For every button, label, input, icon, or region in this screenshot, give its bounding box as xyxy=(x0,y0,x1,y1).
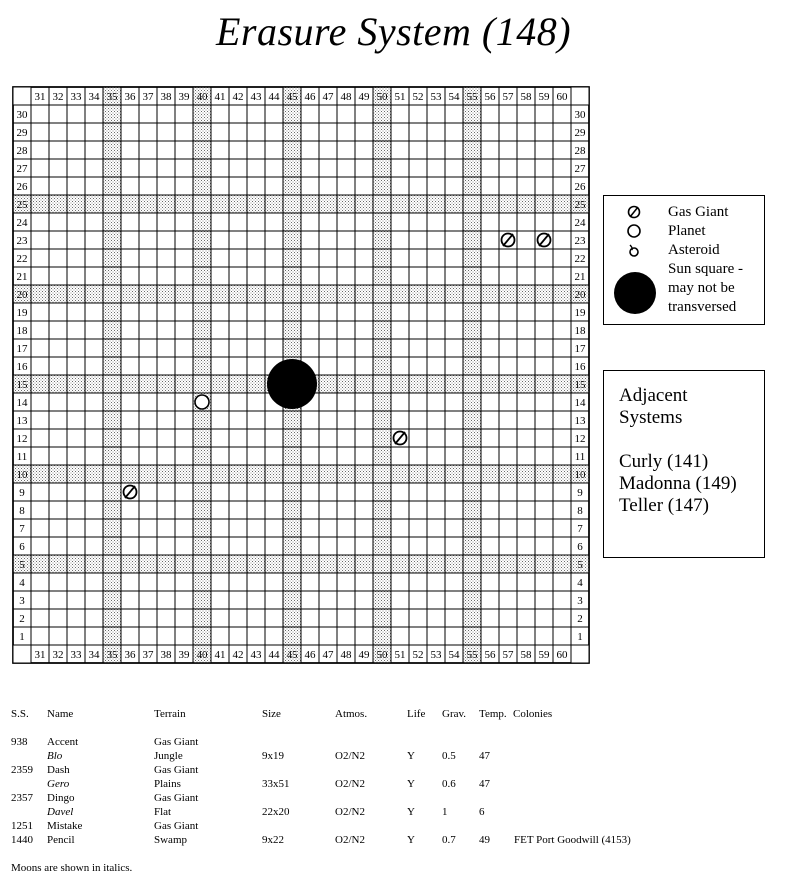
table-header-life: Life xyxy=(407,708,426,720)
adjacent-system[interactable]: Madonna (149) xyxy=(619,473,737,494)
adjacent-heading-line-2: Systems xyxy=(619,407,683,428)
column-label-top: 58 xyxy=(520,91,532,103)
column-label-bottom: 49 xyxy=(358,649,370,661)
row-label-left: 19 xyxy=(16,307,28,319)
column-label-bottom: 58 xyxy=(520,649,532,661)
row-label-right: 25 xyxy=(574,199,586,211)
row-label-right: 21 xyxy=(574,271,586,283)
column-label-bottom: 35 xyxy=(106,649,118,661)
row-label-right: 11 xyxy=(574,451,586,463)
column-label-top: 31 xyxy=(34,91,46,103)
table-cell-grav: 0.5 xyxy=(442,750,456,762)
column-label-top: 56 xyxy=(484,91,496,103)
gas-giant-marker xyxy=(394,432,407,445)
asteroid-icon xyxy=(626,242,642,258)
table-cell-atmos: O2/N2 xyxy=(335,834,365,846)
column-label-top: 38 xyxy=(160,91,172,103)
table-cell-life: Y xyxy=(407,750,415,762)
column-label-top: 37 xyxy=(142,91,154,103)
column-label-bottom: 54 xyxy=(448,649,460,661)
column-label-top: 55 xyxy=(466,91,478,103)
table-cell-colonies: FET Port Goodwill (4153) xyxy=(514,834,631,846)
column-label-top: 39 xyxy=(178,91,190,103)
row-label-right: 4 xyxy=(577,577,583,589)
legend-asteroid-label: Asteroid xyxy=(668,242,720,258)
column-label-bottom: 33 xyxy=(70,649,82,661)
row-label-left: 28 xyxy=(16,145,28,157)
column-label-top: 35 xyxy=(106,91,118,103)
table-cell-life: Y xyxy=(407,806,415,818)
table-cell-size: 33x51 xyxy=(262,778,290,790)
table-cell-temp: 6 xyxy=(479,806,485,818)
table-cell-terrain: Swamp xyxy=(154,834,187,846)
row-label-left: 4 xyxy=(19,577,25,589)
table-cell-name: Dingo xyxy=(47,792,75,804)
column-label-top: 41 xyxy=(214,91,226,103)
row-label-left: 9 xyxy=(19,487,25,499)
table-header-grav: Grav. xyxy=(442,708,467,720)
table-header-terrain: Terrain xyxy=(154,708,186,720)
table-cell-size: 9x22 xyxy=(262,834,284,846)
row-label-right: 24 xyxy=(574,217,586,229)
column-label-top: 60 xyxy=(556,91,568,103)
row-label-left: 11 xyxy=(16,451,28,463)
legend-gas-giant-label: Gas Giant xyxy=(668,204,729,220)
row-label-left: 10 xyxy=(16,469,28,481)
table-cell-ss: 2359 xyxy=(11,764,33,776)
column-label-top: 47 xyxy=(322,91,334,103)
table-cell-size: 9x19 xyxy=(262,750,284,762)
table-cell-ss: 1440 xyxy=(11,834,33,846)
column-label-top: 52 xyxy=(412,91,424,103)
column-label-bottom: 38 xyxy=(160,649,172,661)
gas-giant-marker xyxy=(124,486,137,499)
table-cell-temp: 47 xyxy=(479,778,490,790)
adjacent-systems-list xyxy=(619,451,737,517)
row-label-right: 30 xyxy=(574,109,586,121)
table-cell-ss: 2357 xyxy=(11,792,33,804)
table-cell-name: Dash xyxy=(47,764,70,776)
row-label-right: 18 xyxy=(574,325,586,337)
row-label-right: 20 xyxy=(574,289,586,301)
column-label-top: 59 xyxy=(538,91,550,103)
row-label-left: 1 xyxy=(19,631,25,643)
column-label-top: 40 xyxy=(196,91,208,103)
table-cell-name: Gero xyxy=(47,778,70,790)
table-cell-size: 22x20 xyxy=(262,806,290,818)
row-label-right: 6 xyxy=(577,541,583,553)
column-label-bottom: 37 xyxy=(142,649,154,661)
adjacent-systems-heading xyxy=(619,385,759,429)
column-label-top: 50 xyxy=(376,91,388,103)
row-label-right: 26 xyxy=(574,181,586,193)
row-label-left: 5 xyxy=(19,559,25,571)
column-label-bottom: 50 xyxy=(376,649,388,661)
table-cell-ss: 938 xyxy=(11,736,28,748)
column-label-bottom: 36 xyxy=(124,649,136,661)
column-label-top: 49 xyxy=(358,91,370,103)
table-cell-terrain: Plains xyxy=(154,778,181,790)
table-cell-grav: 0.6 xyxy=(442,778,456,790)
legend-planet-label: Planet xyxy=(668,223,706,239)
row-label-right: 16 xyxy=(574,361,586,373)
row-label-left: 26 xyxy=(16,181,28,193)
table-cell-life: Y xyxy=(407,778,415,790)
row-label-left: 7 xyxy=(19,523,25,535)
column-label-bottom: 31 xyxy=(34,649,46,661)
column-label-bottom: 34 xyxy=(88,649,100,661)
legend-sun-label-3: transversed xyxy=(668,299,737,315)
column-label-bottom: 46 xyxy=(304,649,316,661)
column-label-bottom: 57 xyxy=(502,649,514,661)
row-label-right: 23 xyxy=(574,235,586,247)
legend-sun-label-1: Sun square - xyxy=(668,261,743,277)
table-header-ss: S.S. xyxy=(11,708,29,720)
column-label-bottom: 42 xyxy=(232,649,244,661)
row-label-left: 27 xyxy=(16,163,28,175)
column-label-top: 57 xyxy=(502,91,514,103)
row-label-right: 17 xyxy=(574,343,586,355)
adjacent-heading-line-1: Adjacent xyxy=(619,385,688,406)
column-label-bottom: 44 xyxy=(268,649,280,661)
legend-sun-label-2: may not be xyxy=(668,280,735,296)
column-label-bottom: 51 xyxy=(394,649,406,661)
column-label-top: 36 xyxy=(124,91,136,103)
column-label-bottom: 41 xyxy=(214,649,226,661)
column-label-bottom: 32 xyxy=(52,649,64,661)
row-label-left: 30 xyxy=(16,109,28,121)
row-label-left: 17 xyxy=(16,343,28,355)
row-label-right: 9 xyxy=(577,487,583,499)
column-label-top: 33 xyxy=(70,91,82,103)
table-header-name: Name xyxy=(47,708,74,720)
row-label-right: 29 xyxy=(574,127,586,139)
row-label-right: 12 xyxy=(574,433,586,445)
row-label-left: 14 xyxy=(16,397,28,409)
row-label-left: 8 xyxy=(19,505,25,517)
column-label-bottom: 53 xyxy=(430,649,442,661)
column-label-top: 34 xyxy=(88,91,100,103)
table-header-temp: Temp. xyxy=(479,708,507,720)
table-cell-terrain: Flat xyxy=(154,806,172,818)
row-label-right: 5 xyxy=(577,559,583,571)
row-label-left: 2 xyxy=(19,613,25,625)
row-label-right: 19 xyxy=(574,307,586,319)
row-label-right: 22 xyxy=(574,253,586,265)
column-label-bottom: 45 xyxy=(286,649,298,661)
column-label-top: 48 xyxy=(340,91,352,103)
column-label-top: 51 xyxy=(394,91,406,103)
table-cell-temp: 49 xyxy=(479,834,490,846)
column-label-bottom: 56 xyxy=(484,649,496,661)
row-label-left: 18 xyxy=(16,325,28,337)
column-label-top: 32 xyxy=(52,91,64,103)
table-header-atmos: Atmos. xyxy=(335,708,368,720)
row-label-right: 13 xyxy=(574,415,586,427)
column-label-top: 45 xyxy=(286,91,298,103)
column-label-bottom: 48 xyxy=(340,649,352,661)
row-label-left: 15 xyxy=(16,379,28,391)
row-label-right: 14 xyxy=(574,397,586,409)
row-label-left: 23 xyxy=(16,235,28,247)
table-cell-terrain: Gas Giant xyxy=(154,764,199,776)
column-label-bottom: 39 xyxy=(178,649,190,661)
adjacent-system[interactable]: Teller (147) xyxy=(619,495,709,516)
table-cell-name: Blo xyxy=(47,750,63,762)
table-cell-terrain: Jungle xyxy=(154,750,183,762)
column-label-top: 44 xyxy=(268,91,280,103)
column-label-bottom: 43 xyxy=(250,649,262,661)
column-label-top: 42 xyxy=(232,91,244,103)
column-label-bottom: 55 xyxy=(466,649,478,661)
gas-giant-icon xyxy=(626,204,642,220)
row-label-left: 16 xyxy=(16,361,28,373)
row-label-left: 3 xyxy=(19,595,25,607)
row-label-left: 25 xyxy=(16,199,28,211)
table-cell-name: Pencil xyxy=(47,834,75,846)
adjacent-system[interactable]: Curly (141) xyxy=(619,451,709,472)
row-label-left: 13 xyxy=(16,415,28,427)
table-cell-atmos: O2/N2 xyxy=(335,778,365,790)
column-label-bottom: 40 xyxy=(196,649,208,661)
row-label-right: 1 xyxy=(577,631,583,643)
table-cell-name: Accent xyxy=(47,736,79,748)
table-cell-atmos: O2/N2 xyxy=(335,806,365,818)
adjacent-systems-panel xyxy=(603,370,765,558)
row-label-right: 2 xyxy=(577,613,583,625)
sun-icon xyxy=(612,270,658,316)
column-label-top: 46 xyxy=(304,91,316,103)
row-label-left: 20 xyxy=(16,289,28,301)
planet-marker xyxy=(195,395,209,409)
table-cell-temp: 47 xyxy=(479,750,490,762)
row-label-left: 6 xyxy=(19,541,25,553)
table-cell-life: Y xyxy=(407,834,415,846)
column-label-bottom: 60 xyxy=(556,649,568,661)
column-label-bottom: 47 xyxy=(322,649,334,661)
row-label-left: 12 xyxy=(16,433,28,445)
planet-icon xyxy=(626,223,642,239)
column-label-top: 53 xyxy=(430,91,442,103)
row-label-left: 24 xyxy=(16,217,28,229)
row-label-right: 27 xyxy=(574,163,586,175)
row-label-left: 22 xyxy=(16,253,28,265)
system-title: Erasure System (148) xyxy=(215,9,572,54)
row-label-right: 3 xyxy=(577,595,583,607)
table-cell-atmos: O2/N2 xyxy=(335,750,365,762)
map-legend xyxy=(603,195,765,325)
table-cell-name: Mistake xyxy=(47,820,83,832)
row-label-right: 8 xyxy=(577,505,583,517)
table-header-colonies: Colonies xyxy=(513,708,553,720)
table-cell-terrain: Gas Giant xyxy=(154,792,199,804)
table-cell-ss: 1251 xyxy=(11,820,33,832)
row-label-right: 15 xyxy=(574,379,586,391)
sun-marker xyxy=(267,359,317,409)
column-label-bottom: 52 xyxy=(412,649,424,661)
footnote: Moons are shown in italics. xyxy=(11,862,133,874)
gas-giant-marker xyxy=(538,234,551,247)
gas-giant-marker xyxy=(502,234,515,247)
table-header-size: Size xyxy=(262,708,281,720)
row-label-left: 29 xyxy=(16,127,28,139)
row-label-right: 10 xyxy=(574,469,586,481)
row-label-left: 21 xyxy=(16,271,28,283)
table-cell-grav: 0.7 xyxy=(442,834,456,846)
table-cell-name: Davel xyxy=(47,806,74,818)
table-cell-terrain: Gas Giant xyxy=(154,736,199,748)
row-label-right: 28 xyxy=(574,145,586,157)
column-label-top: 54 xyxy=(448,91,460,103)
table-cell-terrain: Gas Giant xyxy=(154,820,199,832)
table-cell-grav: 1 xyxy=(442,806,448,818)
column-label-top: 43 xyxy=(250,91,262,103)
column-label-bottom: 59 xyxy=(538,649,550,661)
row-label-right: 7 xyxy=(577,523,583,535)
